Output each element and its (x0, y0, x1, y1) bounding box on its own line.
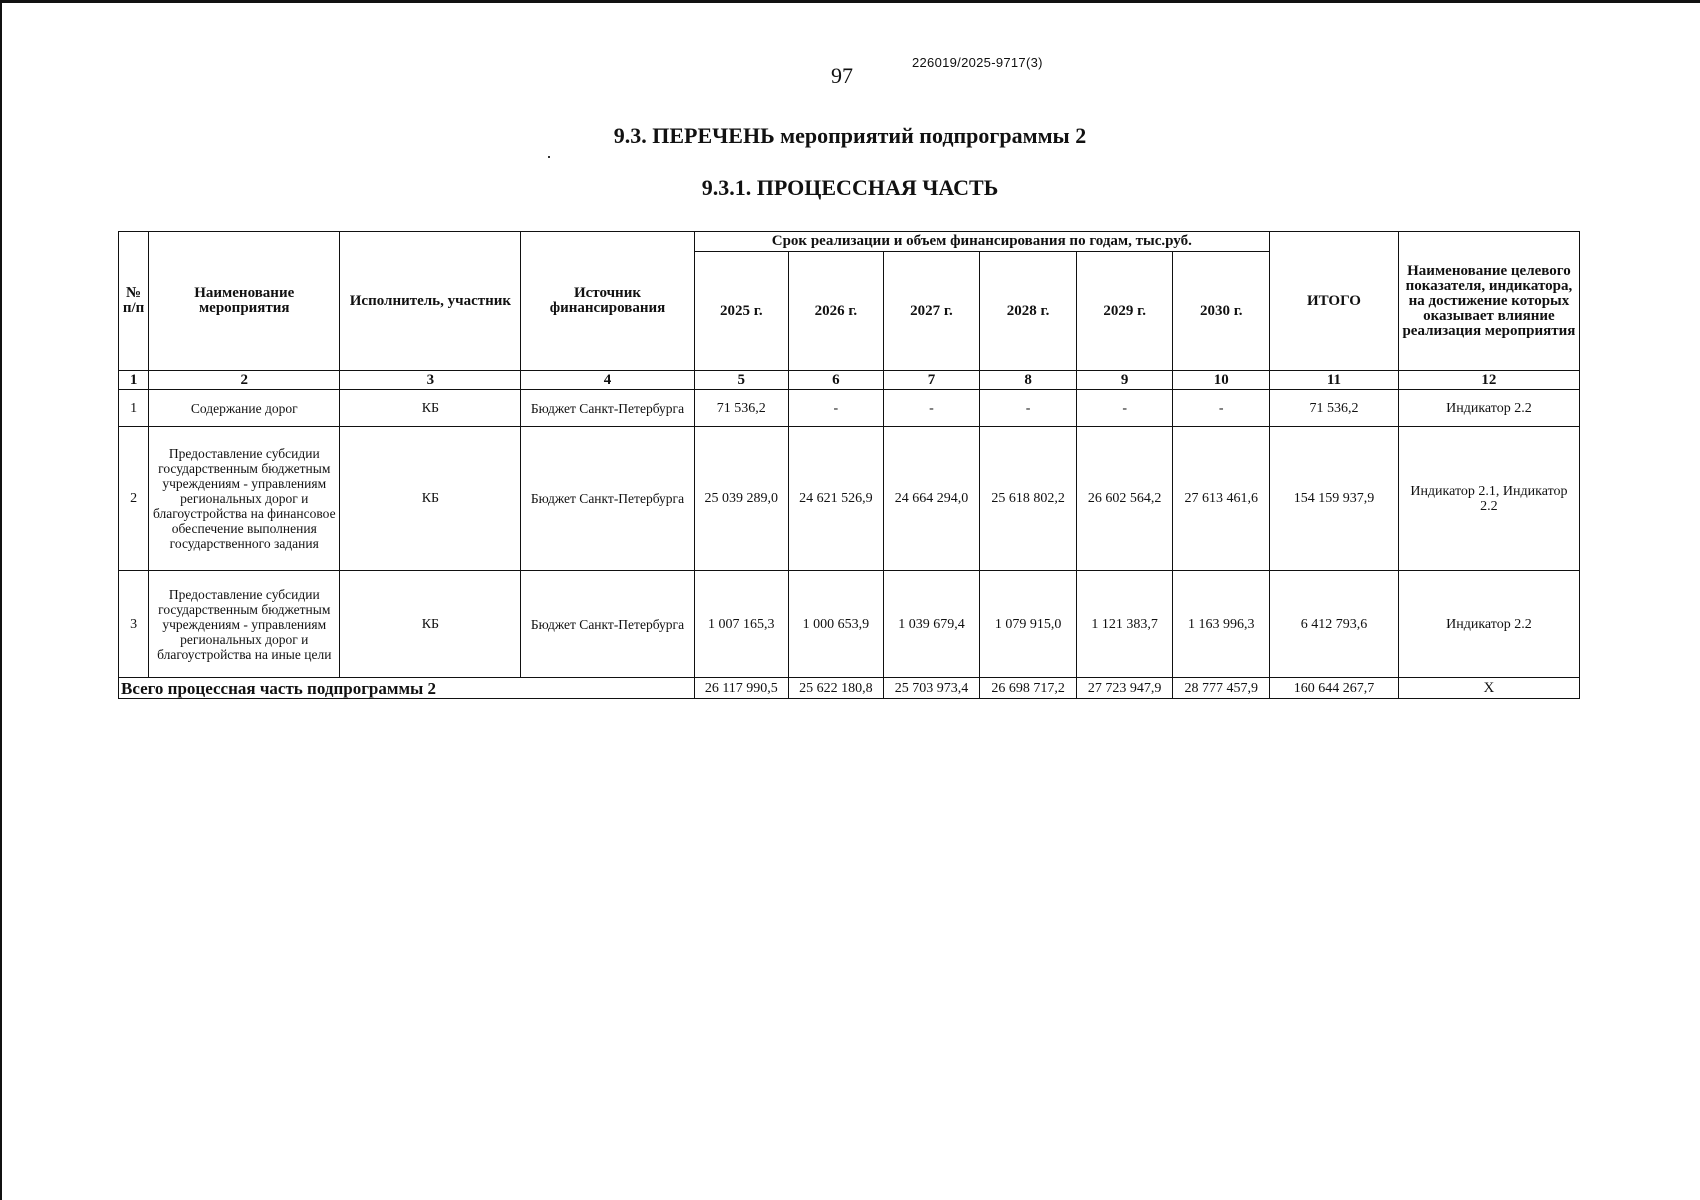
header-name: Наименование мероприятия (149, 232, 340, 371)
column-number: 12 (1398, 371, 1579, 390)
year-value: 1 007 165,3 (694, 571, 789, 678)
measures-table (118, 231, 1580, 699)
header-year: 2028 г. (980, 252, 1077, 371)
column-number: 6 (789, 371, 884, 390)
column-number: 7 (883, 371, 980, 390)
executor: КБ (340, 571, 521, 678)
measure-name: Предоставление субсидии государственным бюджетным учреждениям - управлениям региональных дорог и благоустройства на иные цели (149, 571, 340, 678)
column-number: 10 (1173, 371, 1270, 390)
funding-source: Бюджет Санкт-Петербурга (521, 427, 694, 571)
document-id: 226019/2025-9717(3) (912, 55, 1043, 70)
total-year-value: 26 117 990,5 (694, 678, 789, 699)
executor: КБ (340, 427, 521, 571)
row-total: 154 159 937,9 (1270, 427, 1399, 571)
header-year: 2027 г. (883, 252, 980, 371)
year-value: - (1076, 390, 1173, 427)
measure-name: Содержание дорог (149, 390, 340, 427)
year-value: - (1173, 390, 1270, 427)
column-number: 4 (521, 371, 694, 390)
total-year-value: 25 703 973,4 (883, 678, 980, 699)
stray-dot (548, 156, 550, 158)
year-value: 25 039 289,0 (694, 427, 789, 571)
total-row (119, 678, 1580, 699)
total-year-value: 25 622 180,8 (789, 678, 884, 699)
year-value: - (883, 390, 980, 427)
year-value: 25 618 802,2 (980, 427, 1077, 571)
year-value: 1 163 996,3 (1173, 571, 1270, 678)
total-label: Всего процессная часть подпрограммы 2 (119, 678, 695, 699)
row-num: 1 (119, 390, 149, 427)
column-number: 3 (340, 371, 521, 390)
header-year: 2030 г. (1173, 252, 1270, 371)
row-total: 6 412 793,6 (1270, 571, 1399, 678)
total-year-value: 26 698 717,2 (980, 678, 1077, 699)
header-indicator: Наименование целевого показателя, индикатора, на достижение которых оказывает влияние реализация мероприятия (1398, 232, 1579, 371)
year-value: 24 664 294,0 (883, 427, 980, 571)
header-period: Срок реализации и объем финансирования по годам, тыс.руб. (694, 232, 1270, 252)
page-number: 97 (831, 63, 853, 88)
header-executor: Исполнитель, участник (340, 232, 521, 371)
header-year: 2026 г. (789, 252, 884, 371)
column-number: 8 (980, 371, 1077, 390)
header-num: № п/п (119, 232, 149, 371)
table-row (119, 390, 1580, 427)
column-numbers-row (119, 371, 1580, 390)
year-value: 24 621 526,9 (789, 427, 884, 571)
year-value: - (789, 390, 884, 427)
year-value: 1 000 653,9 (789, 571, 884, 678)
grand-total: 160 644 267,7 (1270, 678, 1399, 699)
row-num: 2 (119, 427, 149, 571)
year-value: 71 536,2 (694, 390, 789, 427)
funding-source: Бюджет Санкт-Петербурга (521, 390, 694, 427)
column-number: 9 (1076, 371, 1173, 390)
section-title: 9.3. ПЕРЕЧЕНЬ мероприятий подпрограммы 2 (613, 123, 1087, 148)
row-total: 71 536,2 (1270, 390, 1399, 427)
indicator: Индикатор 2.1, Индикатор 2.2 (1398, 427, 1579, 571)
section-subtitle: 9.3.1. ПРОЦЕССНАЯ ЧАСТЬ (701, 175, 999, 200)
year-value: 1 079 915,0 (980, 571, 1077, 678)
executor: КБ (340, 390, 521, 427)
year-value: 1 121 383,7 (1076, 571, 1173, 678)
column-number: 2 (149, 371, 340, 390)
column-number: 1 (119, 371, 149, 390)
measure-name: Предоставление субсидии государственным бюджетным учреждениям - управлениям региональных дорог и благоустройства на финансовое обеспечение выполнения государственного задания (149, 427, 340, 571)
row-num: 3 (119, 571, 149, 678)
year-value: 26 602 564,2 (1076, 427, 1173, 571)
header-source: Источник финансирования (521, 232, 694, 371)
total-indicator: X (1398, 678, 1579, 699)
column-number: 11 (1270, 371, 1399, 390)
header-total: ИТОГО (1270, 232, 1399, 371)
table-row (119, 571, 1580, 678)
total-year-value: 28 777 457,9 (1173, 678, 1270, 699)
header-year: 2029 г. (1076, 252, 1173, 371)
indicator: Индикатор 2.2 (1398, 571, 1579, 678)
year-value: 27 613 461,6 (1173, 427, 1270, 571)
header-year: 2025 г. (694, 252, 789, 371)
indicator: Индикатор 2.2 (1398, 390, 1579, 427)
total-year-value: 27 723 947,9 (1076, 678, 1173, 699)
column-number: 5 (694, 371, 789, 390)
table-row (119, 427, 1580, 571)
year-value: - (980, 390, 1077, 427)
year-value: 1 039 679,4 (883, 571, 980, 678)
funding-source: Бюджет Санкт-Петербурга (521, 571, 694, 678)
